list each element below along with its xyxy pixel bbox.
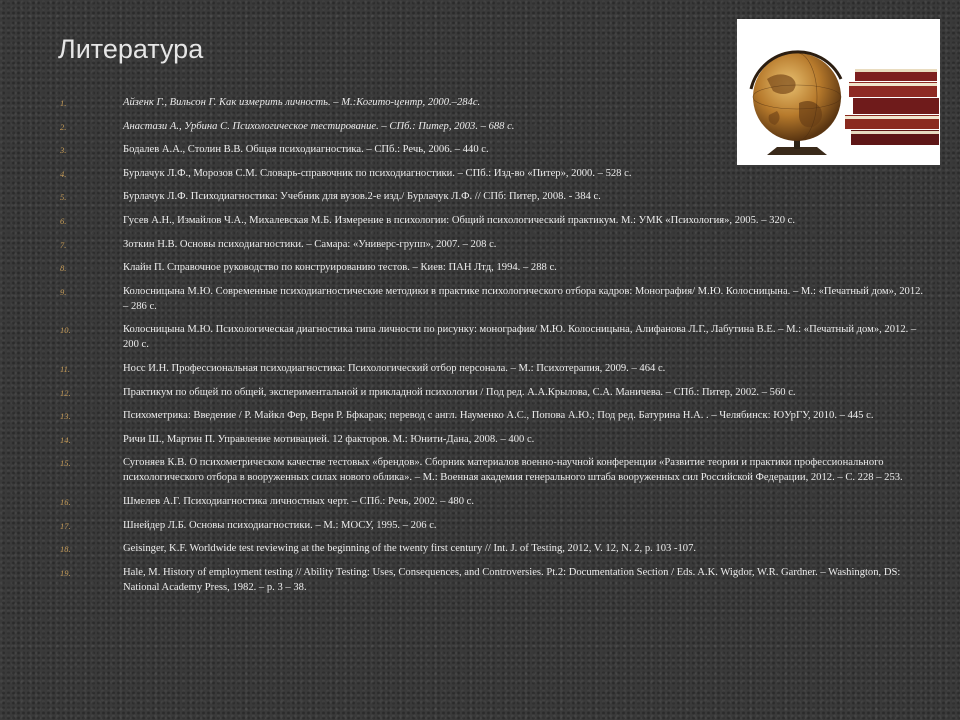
reference-number: 18. <box>60 544 71 555</box>
reference-number: 3. <box>60 145 67 156</box>
reference-number: 19. <box>60 567 71 578</box>
reference-number: 8. <box>60 263 67 274</box>
reference-item <box>60 322 928 352</box>
reference-text: Гусев А.Н., Измайлов Ч.А., Михалевская М.Б. Измерение в психологии: Общий психологический практикум. М.: УМК «Психология», 2005. – 320 с. <box>123 214 796 226</box>
reference-item <box>60 432 928 447</box>
reference-number: 11. <box>60 363 70 374</box>
reference-item <box>60 455 928 485</box>
reference-number: 13. <box>60 411 71 422</box>
reference-item <box>60 166 928 181</box>
page-title: Литература <box>58 34 204 64</box>
reference-text: Шмелев А.Г. Психодиагностика личностных черт. – СПб.: Речь, 2002. – 480 с. <box>123 495 474 507</box>
reference-number: 2. <box>60 121 67 132</box>
reference-item <box>60 119 928 134</box>
reference-number: 10. <box>60 325 71 336</box>
reference-item <box>60 385 928 400</box>
reference-text: Бурлачук Л.Ф., Морозов С.М. Словарь-справочник по психодиагностики. – СПб.: Изд-во «Питер», 2000. – 528 с. <box>123 167 632 179</box>
reference-number: 4. <box>60 168 67 179</box>
reference-text: Психометрика: Введение / Р. Майкл Фер, Верн Р. Бфкарак; перевод с англ. Науменко А.С., Попова А.Ю.; Под ред. Батурина Н.А. . – Челябинск: ЮУрГУ, 2010. – 445 с. <box>123 410 874 422</box>
reference-list <box>60 95 928 603</box>
reference-number: 15. <box>60 458 71 469</box>
reference-number: 5. <box>60 192 67 203</box>
reference-item <box>60 260 928 275</box>
reference-text: Носс И.Н. Профессиональная психодиагностика: Психологический отбор персонала. – М.: Психотерапия, 2009. – 464 с. <box>123 362 666 374</box>
reference-item <box>60 284 928 314</box>
reference-item <box>60 95 928 110</box>
reference-item <box>60 565 928 595</box>
reference-text: Айзенк Г., Вильсон Г. Как измерить личность. – М.:Когито-центр, 2000.–284с. <box>123 97 481 108</box>
reference-text: Hale, M. History of employment testing // Ability Testing: Uses, Consequences, and Controversies. Pt.2: Documentation Section / Eds. A.K. Wigdor, W.R. Gardner. – Washington, DS: National Academy Press, 1982. – p. 3 – 38. <box>123 566 901 593</box>
reference-item <box>60 518 928 533</box>
reference-text: Практикум по общей по общей, экспериментальной и прикладной психологии / Под ред. А.А.Крылова, С.А. Маничева. – СПб.: Питер, 2002. – 560 с. <box>123 386 796 398</box>
reference-number: 9. <box>60 286 67 297</box>
reference-text: Сугоняев К.В. О психометрическом качестве тестовых «брендов». Сборник материалов военно-научной конференции «Развитие теории и практики профессионального психологического отбора в вооруженных силах нового облика». – М.: Военная академия генерального штаба вооруженных сил Российской Федерации, 2012. – С. 228 – 253. <box>123 457 903 484</box>
reference-text: Клайн П. Справочное руководство по конструированию тестов. – Киев: ПАН Лтд, 1994. – 288 с. <box>123 262 557 274</box>
reference-number: 14. <box>60 434 71 445</box>
reference-item <box>60 494 928 509</box>
reference-text: Бодалев А.А., Столин В.В. Общая психодиагностика. – СПб.: Речь, 2006. – 440 с. <box>123 144 489 156</box>
reference-number: 17. <box>60 520 71 531</box>
reference-text: Ричи Ш., Мартин П. Управление мотивацией. 12 факторов. М.: Юнити-Дана, 2008. – 400 с. <box>123 433 535 445</box>
reference-item <box>60 237 928 252</box>
reference-number: 1. <box>60 98 67 108</box>
reference-number: 7. <box>60 239 67 250</box>
reference-text: Анастази А., Урбина С. Психологическое тестирование. – СПб.: Питер, 2003. – 688 с. <box>123 120 515 132</box>
reference-item <box>60 361 928 376</box>
reference-text: Колосницына М.Ю. Современные психодиагностические методики в практике психологического отбора кадров: Монография/ М.Ю. Колосницына. – М.: «Печатный дом», 2012. – 286 с. <box>123 285 924 312</box>
reference-number: 12. <box>60 387 71 398</box>
reference-item <box>60 408 928 423</box>
reference-item <box>60 213 928 228</box>
reference-number: 6. <box>60 215 67 226</box>
reference-text: Бурлачук Л.Ф. Психодиагностика: Учебник для вузов.2-е изд./ Бурлачук Л.Ф. // СПб: Питер, 2008. - 384 с. <box>123 191 601 203</box>
reference-text: Зоткин Н.В. Основы психодиагностики. – Самара: «Универс-групп», 2007. – 208 с. <box>123 238 497 250</box>
reference-item <box>60 541 928 556</box>
reference-text: Шнейдер Л.Б. Основы психодиагностики. – М.: МОСУ, 1995. – 206 с. <box>123 519 437 531</box>
reference-item <box>60 189 928 204</box>
reference-number: 16. <box>60 496 71 507</box>
reference-text: Geisinger, K.F. Worldwide test reviewing at the beginning of the twenty first century // Int. J. of Testing, 2012, V. 12, N. 2, p. 103 -107. <box>123 543 697 555</box>
reference-text: Колосницына М.Ю. Психологическая диагностика типа личности по рисунку: монография/ М.Ю. Колосницына, Алифанова Л.Г., Лабутина В.Е. – М.: «Печатный дом», 2012. – 200 с. <box>123 324 917 351</box>
reference-item <box>60 142 928 157</box>
